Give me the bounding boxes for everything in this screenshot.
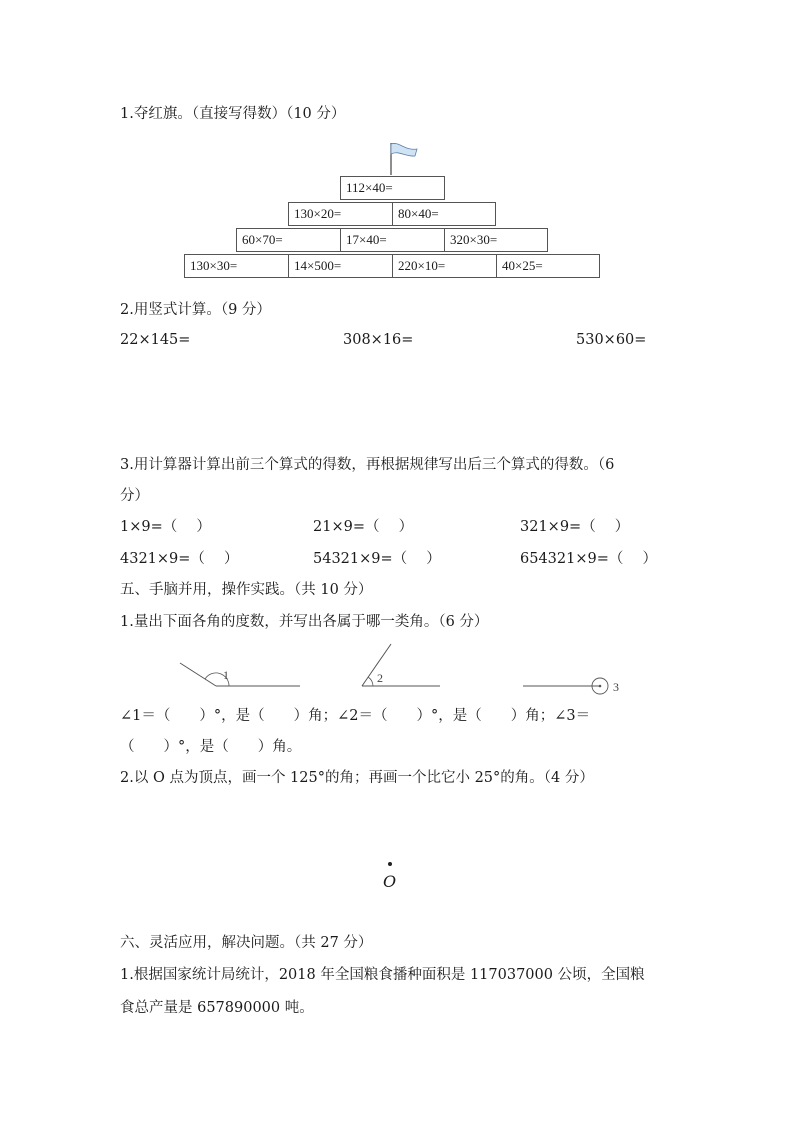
section6-q1-line1: 1.根据国家统计局统计，2018 年全国粮食播种面积是 117037000 公顷，全国粮 <box>120 967 645 983</box>
section5-q1-title: 1.量出下面各角的度数，并写出各属于哪一类角。（6 分） <box>120 614 489 630</box>
pyramid-cell: 14×500= <box>288 254 393 278</box>
section6-title: 六、灵活应用，解决问题。（共 27 分） <box>120 935 373 951</box>
pyramid-cell: 130×20= <box>288 202 393 226</box>
angle-1-figure <box>170 655 310 695</box>
q3-item: 1×9=（ ） <box>120 519 211 535</box>
pyramid-cell: 17×40= <box>340 228 445 252</box>
pyramid-cell: 112×40= <box>340 176 445 200</box>
q2-problem: 22×145= <box>120 332 191 348</box>
angle-2-figure <box>355 640 445 692</box>
pyramid-cell: 60×70= <box>236 228 341 252</box>
pyramid-cell: 220×10= <box>392 254 497 278</box>
angle-3-figure <box>520 675 630 699</box>
pyramid-cell: 80×40= <box>392 202 496 226</box>
q3-item: 21×9=（ ） <box>313 519 414 535</box>
q2-problem: 530×60= <box>576 332 647 348</box>
angle-3-label: 3 <box>613 680 619 694</box>
flag-icon <box>385 141 425 177</box>
section5-q2-title: 2.以 O 点为顶点，画一个 125°的角；再画一个比它小 25°的角。（4 分） <box>120 770 594 786</box>
pyramid-cell: 320×30= <box>444 228 548 252</box>
q2-title: 2.用竖式计算。（9 分） <box>120 302 271 318</box>
angle-answer-line2: （ ）°，是（ ）角。 <box>120 739 302 755</box>
q3-title-line1: 3.用计算器计算出前三个算式的得数，再根据规律写出后三个算式的得数。（6 <box>120 457 615 473</box>
angle-answer-line1: ∠1＝（ ）°，是（ ）角；∠2＝（ ）°，是（ ）角；∠3＝ <box>120 708 591 724</box>
q3-item: 54321×9=（ ） <box>313 551 441 567</box>
q3-item: 321×9=（ ） <box>520 519 630 535</box>
pyramid-cell: 130×30= <box>184 254 289 278</box>
q3-title-line2: 分） <box>120 488 149 504</box>
section6-q1-line2: 食总产量是 657890000 吨。 <box>120 1000 314 1016</box>
pyramid-cell: 40×25= <box>496 254 600 278</box>
angle-2-label: 2 <box>377 671 383 685</box>
point-o-label: O <box>383 872 397 891</box>
q3-item: 4321×9=（ ） <box>120 551 239 567</box>
q2-problem: 308×16= <box>343 332 414 348</box>
angle-1-label: 1 <box>223 668 229 682</box>
q1-title: 1.夺红旗。（直接写得数）（10 分） <box>120 106 346 122</box>
section5-title: 五、手脑并用，操作实践。（共 10 分） <box>120 582 373 598</box>
point-o <box>388 862 392 866</box>
q3-item: 654321×9=（ ） <box>520 551 657 567</box>
